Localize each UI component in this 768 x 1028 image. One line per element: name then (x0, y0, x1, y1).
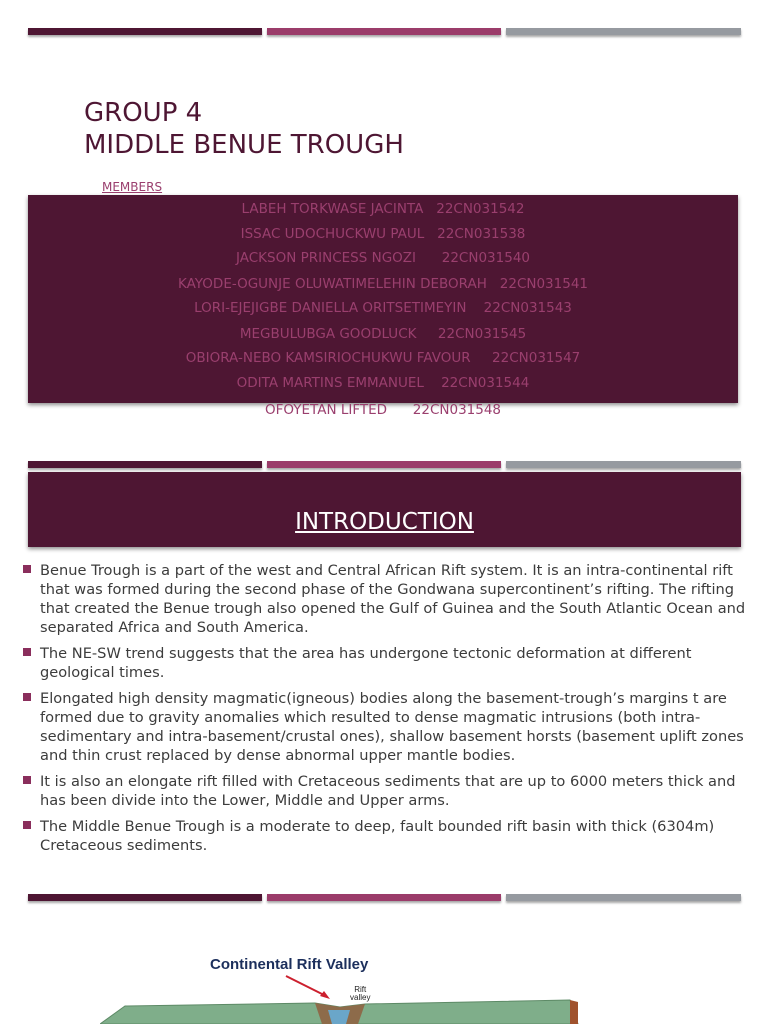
bullet-text: Benue Trough is a part of the west and Central African Rift system. It is an intra-continental rift that was formed during the second phase of the Gondwana supercontinent’s rifting. The rifting that created the Benue trough also opened the Gulf of Guinea and the South Atlantic Ocean and separated Africa and South America. (40, 562, 746, 636)
divider-segment-gray (506, 461, 741, 468)
divider-segment-gray (506, 894, 741, 901)
divider-segment-rose (267, 461, 501, 468)
bullet-item (22, 644, 752, 682)
bullet-text: Elongated high density magmatic(igneous) bodies along the basement-trough’s margins t are formed due to gravity anomalies which resulted to dense magmatic intrusions (both intra-sedimentary and intra-basement/crustal ones), shallow basement horsts (basement uplift zones and thin crust replaced by dense abnormal upper mantle bodies. (40, 690, 744, 764)
divider-segment-maroon (28, 28, 262, 35)
member-item: OBIORA-NEBO KAMSIRIOCHUKWU FAVOUR 22CN031547 (185, 350, 581, 366)
member-item: LORI-EJEJIGBE DANIELLA ORITSETIMEYIN 22CN031543 (194, 300, 572, 316)
slide1-divider (28, 28, 741, 36)
member-item: ODITA MARTINS EMMANUEL 22CN031544 (236, 375, 530, 391)
members-link[interactable]: MEMBERS (102, 180, 163, 194)
divider-segment-gray (506, 28, 741, 35)
bullet-item (22, 561, 752, 637)
introduction-header (28, 472, 741, 547)
square-bullet-icon (23, 821, 31, 829)
square-bullet-icon (23, 648, 31, 656)
divider-segment-rose (267, 28, 501, 35)
slide2-divider (28, 461, 741, 469)
bullet-item (22, 689, 752, 765)
member-item: LABEH TORKWASE JACINTA 22CN031542 (241, 201, 525, 217)
diagram-label-line2: valley (350, 993, 371, 1002)
rift-valley-diagram (100, 950, 580, 1024)
title-line-topic: MIDDLE BENUE TROUGH (84, 130, 404, 160)
square-bullet-icon (23, 693, 31, 701)
bullet-text: It is also an elongate rift filled with Cretaceous sediments that are up to 6000 meters thick and has been divide into the Lower, Middle and Upper arms. (40, 773, 736, 809)
diagram-title: Continental Rift Valley (210, 956, 369, 973)
bullet-item (22, 817, 752, 855)
bullet-text: The Middle Benue Trough is a moderate to deep, fault bounded rift basin with thick (6304m) Cretaceous sediments. (40, 818, 715, 854)
member-item: MEGBULUBGA GOODLUCK 22CN031545 (239, 326, 527, 342)
title-line-group: GROUP 4 (84, 98, 203, 128)
introduction-bullets (22, 561, 752, 862)
diagram-label-line1: Rift (354, 985, 367, 994)
member-item: OFOYETAN LIFTED 22CN031548 (264, 402, 502, 418)
divider-segment-maroon (28, 461, 262, 468)
square-bullet-icon (23, 565, 31, 573)
bullet-text: The NE-SW trend suggests that the area has undergone tectonic deformation at different geological times. (40, 645, 692, 681)
slide-title (84, 97, 404, 161)
member-item: JACKSON PRINCESS NGOZI 22CN031540 (236, 250, 530, 266)
diagram-label (350, 986, 370, 1002)
member-item: ISSAC UDOCHUCKWU PAUL 22CN031538 (240, 226, 526, 242)
bullet-item (22, 772, 752, 810)
slide3-divider (28, 894, 741, 902)
member-item: KAYODE-OGUNJE OLUWATIMELEHIN DEBORAH 22CN031541 (177, 276, 589, 292)
divider-segment-maroon (28, 894, 262, 901)
introduction-title: INTRODUCTION (295, 509, 474, 535)
square-bullet-icon (23, 776, 31, 784)
divider-segment-rose (267, 894, 501, 901)
